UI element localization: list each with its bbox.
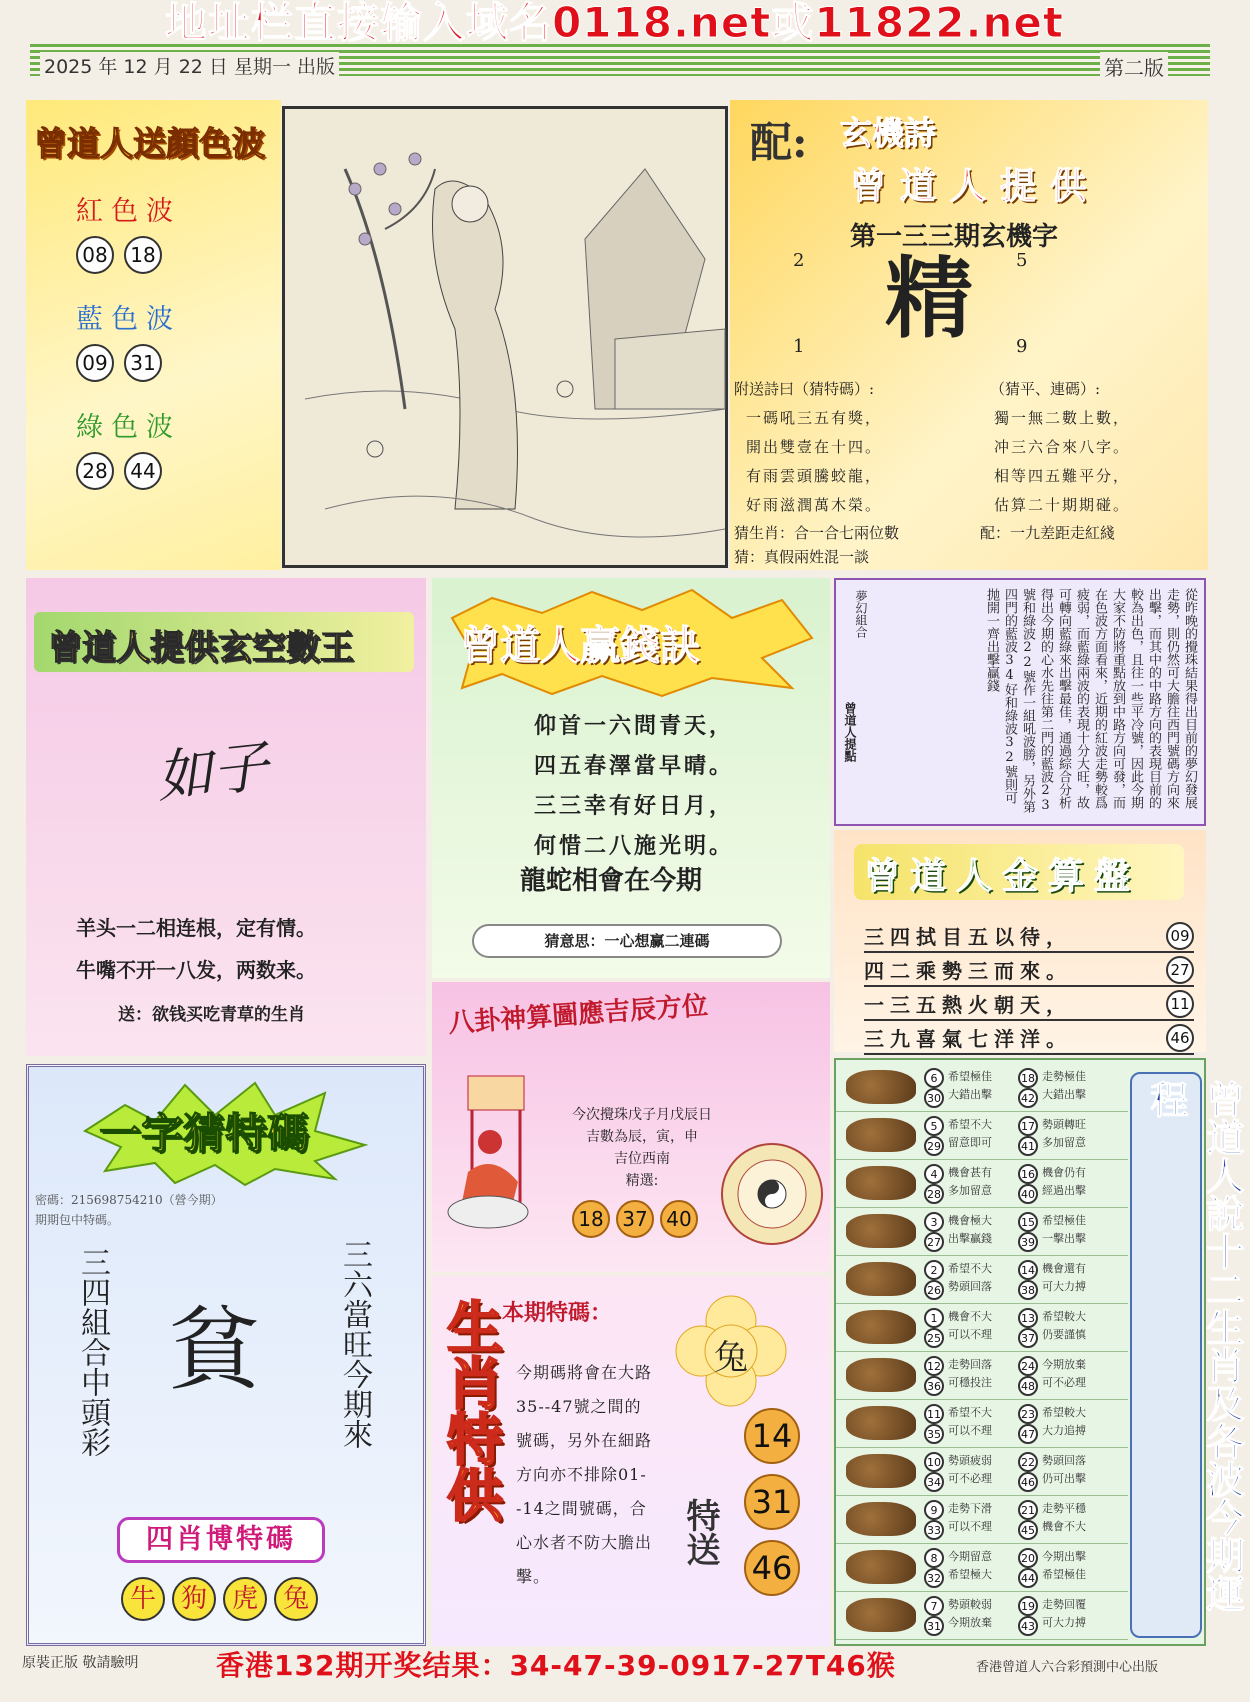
zodiac-num: 42 (1018, 1088, 1038, 1108)
combo-text: 從昨晚的攪珠結果得出目前的夢幻發展走勢，則仍然可大膽往西門號碼方向來出擊，而其中的中路方向的表現目前的較為出色，且往一些平冷號，因此今期大家不防將重點放到中路方向可發，而在色波方面看來，近期的紅波走勢較爲疲弱，而藍綠兩波的表現十分大旺，故可轉向藍綠來出擊最佳，通過綜合分析得出今期的心水先往第二門的藍波23號和綠波22號作一組吼波勝，另外第四門的藍波34好和綠波32號則可抛開一齊出擊贏錢 (984, 588, 1197, 813)
illustration (282, 106, 728, 568)
zodiac-num: 33 (924, 1520, 944, 1540)
zodiac-note: 走勢平穩 (1042, 1502, 1086, 1515)
zodiac-num: 5 (924, 1116, 944, 1136)
zodiac-row (836, 1064, 1128, 1112)
zodiac-row (836, 1592, 1128, 1640)
guess-title: 一字猜特碼 (99, 1109, 310, 1158)
shengxiao-text: 今期碼將會在大路35--47號之間的號碼，另外在細路方向亦不排除01--14之間號碼，合心水者不防大膽出擊。 (516, 1363, 653, 1586)
win-line: 三三幸有好日月， (534, 793, 735, 819)
verse-line: 冲三六合來八字。 (994, 438, 1131, 456)
zodiac-num: 36 (924, 1376, 944, 1396)
zodiac-num: 38 (1018, 1280, 1038, 1300)
wave-balls (76, 236, 266, 296)
corner-num-3: 1 (793, 336, 805, 357)
zodiac-note: 多加留意 (1042, 1136, 1086, 1149)
corner-num-1: 2 (793, 250, 805, 271)
tiger-icon (846, 1166, 916, 1200)
zodiac-num: 16 (1018, 1164, 1038, 1184)
zodiac-left-text (948, 1116, 992, 1152)
zodiac-note: 經過出擊 (1042, 1184, 1086, 1197)
wave-label: 綠色波 (76, 412, 181, 443)
zodiac-num: 28 (924, 1184, 944, 1204)
zodiac-note: 今期放棄 (1042, 1358, 1086, 1371)
zodiac-left-text (948, 1596, 992, 1632)
zodiac-note: 機會極大 (948, 1214, 992, 1227)
zodiac-right-nums (1018, 1404, 1044, 1444)
zodiac-note: 走勢回落 (948, 1358, 992, 1371)
monkey-icon (846, 1454, 916, 1488)
zodiac-num: 39 (1018, 1232, 1038, 1252)
guess-zodiac: 猜生肖：合一合七兩位數 (734, 524, 900, 542)
zodiac-right-text (1042, 1260, 1086, 1296)
zodiac-left-nums (924, 1596, 950, 1636)
zodiac-right-nums (1018, 1596, 1044, 1636)
zodiac-num: 13 (1018, 1308, 1038, 1328)
guess-character: 貧 (169, 1298, 259, 1403)
bagua-line-3: 吉位西南 (614, 1151, 670, 1167)
win-line: 何惜二八施光明。 (534, 833, 735, 859)
kong-title: 曾道人提供玄空數王 (48, 628, 354, 668)
dragon-icon (846, 1262, 916, 1296)
zodiac-ball: 牛 (121, 1577, 165, 1621)
zodiac-num: 8 (924, 1548, 944, 1568)
zodiac-num: 3 (924, 1212, 944, 1232)
color-wave-title: 曾道人送顏色波 (34, 124, 265, 163)
zodiac-right-nums (1018, 1548, 1044, 1588)
zodiac-right-nums (1018, 1356, 1044, 1396)
zodiac-left-text (948, 1164, 992, 1200)
zodiac-left-nums (924, 1260, 950, 1300)
zodiac-note: 可不必理 (1042, 1376, 1086, 1389)
calc-line: 一三五熱火朝天， (864, 993, 1072, 1017)
kong-panel (26, 578, 426, 1056)
zodiac-note: 勢頭回落 (1042, 1454, 1086, 1467)
zodiac-row (836, 1352, 1128, 1400)
zodiac-note: 勢頭轉旺 (1042, 1118, 1086, 1131)
zodiac-left-nums (924, 1164, 950, 1204)
zodiac-note: 可不必理 (948, 1472, 992, 1485)
snake-icon (846, 1310, 916, 1344)
dog-icon (846, 1550, 916, 1584)
zodiac-note: 仍可出擊 (1042, 1472, 1086, 1485)
zodiac-note: 希望較大 (1042, 1406, 1086, 1419)
zodiac-num: 22 (1018, 1452, 1038, 1472)
win-title: 曾道人赢錢訣 (460, 623, 700, 669)
wave-label: 紅色波 (76, 196, 181, 227)
zodiac-left-nums (924, 1212, 950, 1252)
tesong-label: 特送 (680, 1498, 720, 1566)
zodiac-num: 10 (924, 1452, 944, 1472)
bagua-wheel-icon (720, 1142, 824, 1246)
verse-provider: 曾道人提供 (850, 166, 1101, 207)
pig-icon (846, 1598, 916, 1632)
warrior-icon (438, 1072, 538, 1242)
win-line: 仰首一六問青天， (534, 713, 735, 739)
special-number: 14 (744, 1408, 800, 1464)
zodiac-left-nums (924, 1500, 950, 1540)
calc-panel (834, 830, 1206, 1052)
calc-row (864, 1022, 1194, 1055)
zodiac-note: 走勢極佳 (1042, 1070, 1086, 1083)
zodiac-note: 機會不大 (948, 1310, 992, 1323)
bagua-title: 八卦神算圖應吉辰方位 (447, 990, 709, 1040)
zodiac-note: 可大力搏 (1042, 1280, 1086, 1293)
secret-code-2: 期期包中特碼。 (35, 1213, 120, 1227)
horse-icon (846, 1358, 916, 1392)
secret-code: 密碼：215698754210（營今期） (35, 1193, 223, 1207)
verse-line: 估算二十期期碰。 (994, 496, 1131, 514)
zodiac-ball: 狗 (172, 1577, 216, 1621)
number-ball: 44 (124, 452, 162, 490)
number-ball: 28 (76, 452, 114, 490)
zodiac-row (836, 1544, 1128, 1592)
zodiac-note: 今期出擊 (1042, 1550, 1086, 1563)
zodiac-num: 18 (1018, 1068, 1038, 1088)
zodiac-note: 機會仍有 (1042, 1166, 1086, 1179)
zodiac-note: 留意即可 (948, 1136, 992, 1149)
zodiac-num: 25 (924, 1328, 944, 1348)
zodiac-left-text (948, 1548, 992, 1584)
footer-left: 原裝正版 敬請驗明 (22, 1655, 139, 1671)
zodiac-num: 27 (924, 1232, 944, 1252)
guess-hint: 猜：真假兩姓混一談 (734, 548, 870, 566)
zodiac-num: 26 (924, 1280, 944, 1300)
zodiac-row (836, 1400, 1128, 1448)
zodiac-note: 機會不大 (1042, 1520, 1086, 1533)
zodiac-num: 31 (924, 1616, 944, 1636)
zodiac-num: 30 (924, 1088, 944, 1108)
special-number: 46 (744, 1540, 800, 1596)
zodiac-row (836, 1208, 1128, 1256)
zodiac-right-nums (1018, 1500, 1044, 1540)
zodiac-note: 希望不大 (948, 1406, 992, 1419)
zodiac-num: 14 (1018, 1260, 1038, 1280)
zodiac-num: 45 (1018, 1520, 1038, 1540)
calc-line: 四二乘勢三而來。 (864, 959, 1072, 983)
zodiac-num: 47 (1018, 1424, 1038, 1444)
footer-right: 香港曾道人六合彩預測中心出版 (976, 1656, 1158, 1675)
zodiac-num: 24 (1018, 1356, 1038, 1376)
rat-icon (846, 1070, 916, 1104)
number-ball: 18 (124, 236, 162, 274)
calc-row (864, 988, 1194, 1021)
verse-panel (730, 100, 1208, 570)
zodiac-right-text (1042, 1212, 1086, 1248)
calc-title: 曾道人金算盤 (864, 856, 1141, 897)
lady-illustration (285, 109, 725, 565)
zodiac-side-title: 曾道人說十二生肖及各波今期運程 (1144, 1080, 1245, 1612)
zodiac-right-text (1042, 1356, 1086, 1392)
zodiac-note: 仍要謹慎 (1042, 1328, 1086, 1341)
zodiac-note: 可大力搏 (1042, 1616, 1086, 1629)
zodiac-row (836, 1304, 1128, 1352)
verse-line: 有雨雲頭騰蛟龍， (746, 467, 883, 485)
win-verse (534, 706, 734, 866)
ox-icon (846, 1118, 916, 1152)
kong-line-3: 送：欲钱买吃青草的生肖 (118, 1005, 305, 1025)
zodiac-num: 12 (924, 1356, 944, 1376)
zodiac-right-text (1042, 1068, 1086, 1104)
zodiac-num: 35 (924, 1424, 944, 1444)
shengxiao-panel (432, 1276, 830, 1646)
zodiac-num: 1 (924, 1308, 944, 1328)
calc-number: 27 (1166, 956, 1194, 984)
zodiac-right-text (1042, 1164, 1086, 1200)
zodiac-right-text (1042, 1404, 1086, 1440)
zodiac-note: 勢頭疲弱 (948, 1454, 992, 1467)
zodiac-num: 17 (1018, 1116, 1038, 1136)
zodiac-note: 希望極佳 (1042, 1214, 1086, 1227)
guess-panel (26, 1064, 426, 1646)
verse-line: 相等四五難平分， (994, 467, 1131, 485)
calc-row (864, 954, 1194, 987)
rooster-icon (846, 1502, 916, 1536)
footer-result: 香港132期开奖结果：34-47-39-0917-27T46猴 (216, 1649, 896, 1682)
pei-hint: 配：一九差距走紅綫 (980, 524, 1116, 542)
zodiac-note: 機會甚有 (948, 1166, 992, 1179)
zodiac-right-nums (1018, 1164, 1044, 1204)
zodiac-num: 19 (1018, 1596, 1038, 1616)
bagua-numbers (572, 1200, 704, 1238)
zodiac-note: 勢頭較弱 (948, 1598, 992, 1611)
zodiac-num: 43 (1018, 1616, 1038, 1636)
zodiac-note: 希望不大 (948, 1118, 992, 1131)
zodiac-left-nums (924, 1068, 950, 1108)
zodiac-left-nums (924, 1116, 950, 1156)
handwritten-mark: 如子 (153, 734, 272, 811)
zodiac-right-nums (1018, 1068, 1044, 1108)
zodiac-num: 37 (1018, 1328, 1038, 1348)
corner-num-2: 5 (1016, 250, 1028, 271)
zodiac-num: 41 (1018, 1136, 1038, 1156)
zodiac-ball: 虎 (223, 1577, 267, 1621)
combo-sign: 曾道人提點 (843, 702, 857, 762)
zodiac-num: 15 (1018, 1212, 1038, 1232)
publish-date: 2025 年 12 月 22 日 星期一 出版 (40, 52, 339, 79)
zodiac-note: 希望極佳 (1042, 1568, 1086, 1581)
zodiac-note: 多加留意 (948, 1184, 992, 1197)
calc-row (864, 920, 1194, 953)
zodiac-note: 可以不理 (948, 1520, 992, 1533)
zodiac-right-nums (1018, 1212, 1044, 1252)
zodiac-note: 走勢回覆 (1042, 1598, 1086, 1611)
guess-right-col: 三六當旺今期來 (337, 1239, 372, 1449)
calc-number: 09 (1166, 922, 1194, 950)
number-ball: 09 (76, 344, 114, 382)
zodiac-num: 23 (1018, 1404, 1038, 1424)
zodiac-num: 6 (924, 1068, 944, 1088)
zodiac-left-nums (924, 1404, 950, 1444)
calc-number: 11 (1166, 990, 1194, 1018)
combo-label: 夢幻組合 (854, 590, 868, 638)
win-line: 四五春澤當早晴。 (534, 753, 735, 779)
zodiac-note: 今期放棄 (948, 1616, 992, 1629)
zodiac-right-text (1042, 1548, 1086, 1584)
zodiac-left-text (948, 1308, 992, 1344)
zodiac-left-text (948, 1356, 992, 1392)
left-verse (746, 404, 882, 520)
bagua-panel (432, 982, 830, 1272)
zodiac-ball: 兔 (274, 1577, 318, 1621)
right-verse (994, 404, 1130, 520)
bagua-ball: 37 (616, 1200, 654, 1238)
bagua-ball: 40 (660, 1200, 698, 1238)
zodiac-rows (836, 1060, 1128, 1648)
guess-left-col: 三四組合中頭彩 (75, 1247, 110, 1457)
rabbit-icon (846, 1214, 916, 1248)
zodiac-left-nums (924, 1308, 950, 1348)
zodiac-note: 希望較大 (1042, 1310, 1086, 1323)
four-zodiac-title: 四肖博特碼 (117, 1517, 325, 1563)
win-hint: 猜意思：一心想赢二連碼 (472, 924, 782, 958)
zodiac-num: 21 (1018, 1500, 1038, 1520)
flower-zodiac: 兔 (714, 1338, 748, 1378)
combo-panel (834, 578, 1206, 826)
zodiac-num: 40 (1018, 1184, 1038, 1204)
left-verse-head: 附送詩曰（猜特碼）: (734, 380, 875, 398)
bagua-line-2: 吉數為辰，寅，申 (586, 1129, 698, 1145)
zodiac-note: 大錯出擊 (1042, 1088, 1086, 1101)
zodiac-right-text (1042, 1500, 1086, 1536)
verse-line: 一碼吼三五有獎， (746, 409, 883, 427)
zodiac-left-nums (924, 1452, 950, 1492)
calc-rows (864, 920, 1194, 1056)
calc-line: 三四拭目五以待， (864, 925, 1072, 949)
verse-line: 開出雙壹在十四。 (746, 438, 883, 456)
number-ball: 08 (76, 236, 114, 274)
win-panel (432, 578, 830, 978)
zodiac-num: 48 (1018, 1376, 1038, 1396)
zodiac-panel (834, 1058, 1245, 1646)
zodiac-note: 希望不大 (948, 1262, 992, 1275)
zodiac-row (836, 1160, 1128, 1208)
verse-title: 玄機詩 (840, 114, 937, 152)
zodiac-num: 29 (924, 1136, 944, 1156)
zodiac-row (836, 1496, 1128, 1544)
zodiac-num: 32 (924, 1568, 944, 1588)
wave-label: 藍色波 (76, 304, 181, 335)
zodiac-right-nums (1018, 1308, 1044, 1348)
zodiac-left-text (948, 1404, 992, 1440)
verse-line: 獨一無二數上數， (994, 409, 1131, 427)
calc-number: 46 (1166, 1024, 1194, 1052)
zodiac-note: 機會還有 (1042, 1262, 1086, 1275)
special-number: 31 (744, 1474, 800, 1530)
zodiac-left-nums (924, 1548, 950, 1588)
zodiac-note: 大錯出擊 (948, 1088, 992, 1101)
zodiac-right-text (1042, 1116, 1086, 1152)
zodiac-left-text (948, 1500, 992, 1536)
wave-list (76, 188, 266, 512)
bagua-line-1: 今次攪珠戊子月戊辰日 (572, 1107, 712, 1123)
url-banner[interactable]: 地址栏直接输入域名0118.net或11822.net (165, 0, 1064, 47)
zodiac-num: 7 (924, 1596, 944, 1616)
zodiac-note: 走勢下滑 (948, 1502, 992, 1515)
zodiac-num: 20 (1018, 1548, 1038, 1568)
zodiac-right-text (1042, 1596, 1086, 1632)
shengxiao-numbers (744, 1408, 804, 1606)
zodiac-left-text (948, 1068, 992, 1104)
color-wave-panel (26, 100, 281, 570)
zodiac-note: 希望極佳 (948, 1070, 992, 1083)
bagua-ball: 18 (572, 1200, 610, 1238)
zodiac-note: 希望極大 (948, 1568, 992, 1581)
zodiac-row (836, 1256, 1128, 1304)
wave-balls (76, 344, 266, 404)
zodiac-right-text (1042, 1452, 1086, 1488)
zodiac-note: 今期留意 (948, 1550, 992, 1563)
verse-line: 好雨滋潤萬木榮。 (746, 496, 883, 514)
win-extra: 龍蛇相會在今期 (520, 866, 703, 896)
kong-line-2: 牛嘴不开一八发，两数来。 (76, 958, 316, 982)
zodiac-right-nums (1018, 1116, 1044, 1156)
zodiac-left-text (948, 1452, 992, 1488)
kong-line-1: 羊头一二相连根，定有情。 (76, 916, 316, 940)
zodiac-num: 9 (924, 1500, 944, 1520)
zodiac-note: 出擊贏錢 (948, 1232, 992, 1245)
zodiac-note: 勢頭回落 (948, 1280, 992, 1293)
bagua-line-4: 精選: (625, 1173, 659, 1189)
zodiac-note: 一擊出擊 (1042, 1232, 1086, 1245)
zodiac-row (836, 1448, 1128, 1496)
right-verse-head: （猜平、連碼）: (990, 380, 1101, 398)
shengxiao-vertical-title: 生肖特供 (438, 1298, 503, 1522)
mystic-character: 精 (885, 246, 974, 350)
zodiac-note: 可以不理 (948, 1328, 992, 1341)
corner-num-4: 9 (1016, 336, 1028, 357)
zodiac-num: 46 (1018, 1472, 1038, 1492)
four-zodiac (121, 1577, 325, 1621)
zodiac-note: 大力追搏 (1042, 1424, 1086, 1437)
zodiac-row (836, 1112, 1128, 1160)
zodiac-num: 2 (924, 1260, 944, 1280)
zodiac-num: 34 (924, 1472, 944, 1492)
zodiac-left-nums (924, 1356, 950, 1396)
zodiac-num: 11 (924, 1404, 944, 1424)
zodiac-num: 44 (1018, 1568, 1038, 1588)
edition-label: 第二版 (1100, 52, 1168, 81)
shengxiao-head: 本期特碼： (502, 1300, 613, 1326)
zodiac-note: 可以不理 (948, 1424, 992, 1437)
zodiac-note: 可穩投注 (948, 1376, 992, 1389)
goat-icon (846, 1406, 916, 1440)
zodiac-right-nums (1018, 1452, 1044, 1492)
wave-balls (76, 452, 266, 512)
number-ball: 31 (124, 344, 162, 382)
issue-line: 第一三三期玄機字 (850, 222, 1059, 252)
zodiac-num: 4 (924, 1164, 944, 1184)
calc-line: 三九喜氣七洋洋。 (864, 1027, 1072, 1051)
zodiac-right-nums (1018, 1260, 1044, 1300)
zodiac-right-text (1042, 1308, 1086, 1344)
zodiac-left-text (948, 1212, 992, 1248)
zodiac-left-text (948, 1260, 992, 1296)
pei-label: 配: (750, 118, 808, 167)
